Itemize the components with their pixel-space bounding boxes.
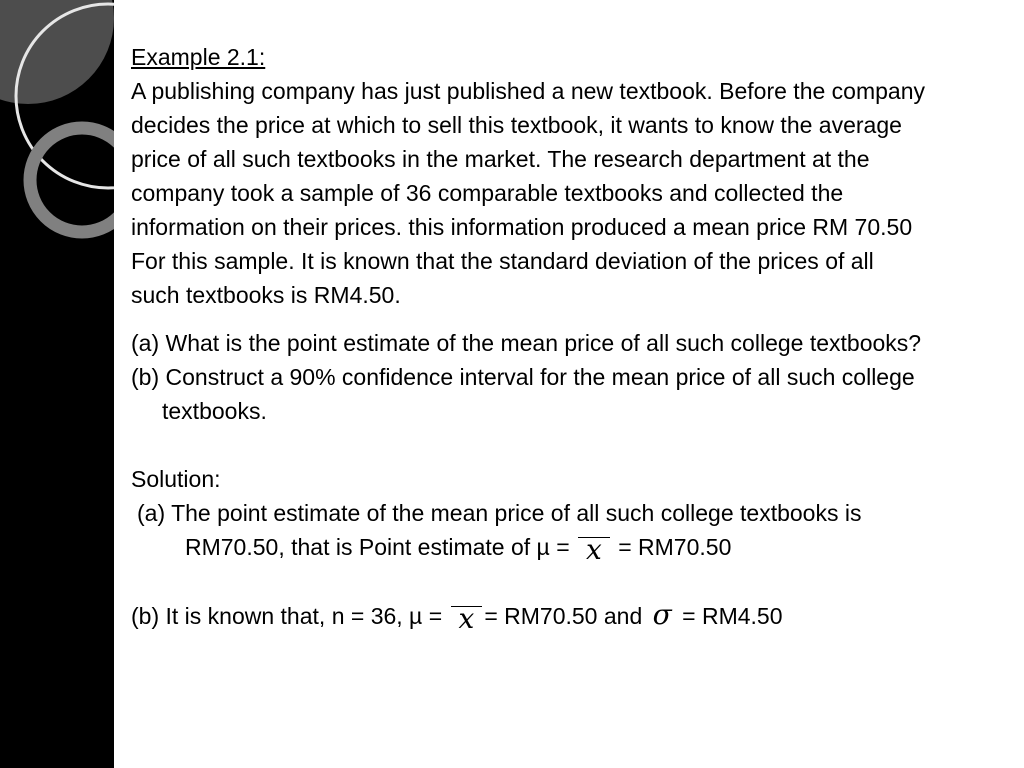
paragraph-line: information on their prices. this information produced a mean price RM 70.50: [131, 214, 913, 240]
answer-a-value: = RM70.50: [611, 534, 732, 560]
circles-decoration: [0, 0, 114, 768]
sigma-symbol: σ: [652, 598, 672, 631]
answer-a-text: RM70.50, that is Point estimate of µ =: [185, 534, 577, 560]
x-bar-symbol: x: [578, 537, 610, 562]
paragraph-line: A publishing company has just published a new textbook. Before the company: [131, 78, 925, 104]
answer-b-value: = RM4.50: [675, 603, 783, 629]
x-bar-symbol: x: [451, 606, 483, 631]
answer-b-text: (b) It is known that, n = 36, µ =: [131, 603, 449, 629]
example-title: Example 2.1:: [131, 44, 266, 70]
paragraph-line: decides the price at which to sell this textbook, it wants to know the average: [131, 112, 902, 138]
question-b-continued: textbooks.: [162, 398, 267, 424]
paragraph-line: company took a sample of 36 comparable textbooks and collected the: [131, 180, 844, 206]
paragraph-line: such textbooks is RM4.50.: [131, 282, 401, 308]
paragraph-line: For this sample. It is known that the standard deviation of the prices of all: [131, 248, 874, 274]
answer-a: (a) The point estimate of the mean price of all such college textbooks is: [137, 500, 862, 526]
spacer: [131, 564, 1024, 598]
problem-paragraph: [131, 74, 1024, 312]
paragraph-line: price of all such textbooks in the market. The research department at the: [131, 146, 870, 172]
question-a: (a) What is the point estimate of the mean price of all such college textbooks?: [131, 330, 922, 356]
solution-label: Solution:: [131, 466, 221, 492]
answer-b-middle: = RM70.50 and: [484, 603, 649, 629]
answer-b: [131, 598, 1024, 635]
spacer: [131, 428, 1024, 462]
decorative-sidebar: [0, 0, 114, 768]
slide-content: [131, 40, 1024, 635]
question-b: (b) Construct a 90% confidence interval for the mean price of all such college: [131, 364, 915, 390]
answer-a-continued: [131, 530, 1024, 564]
